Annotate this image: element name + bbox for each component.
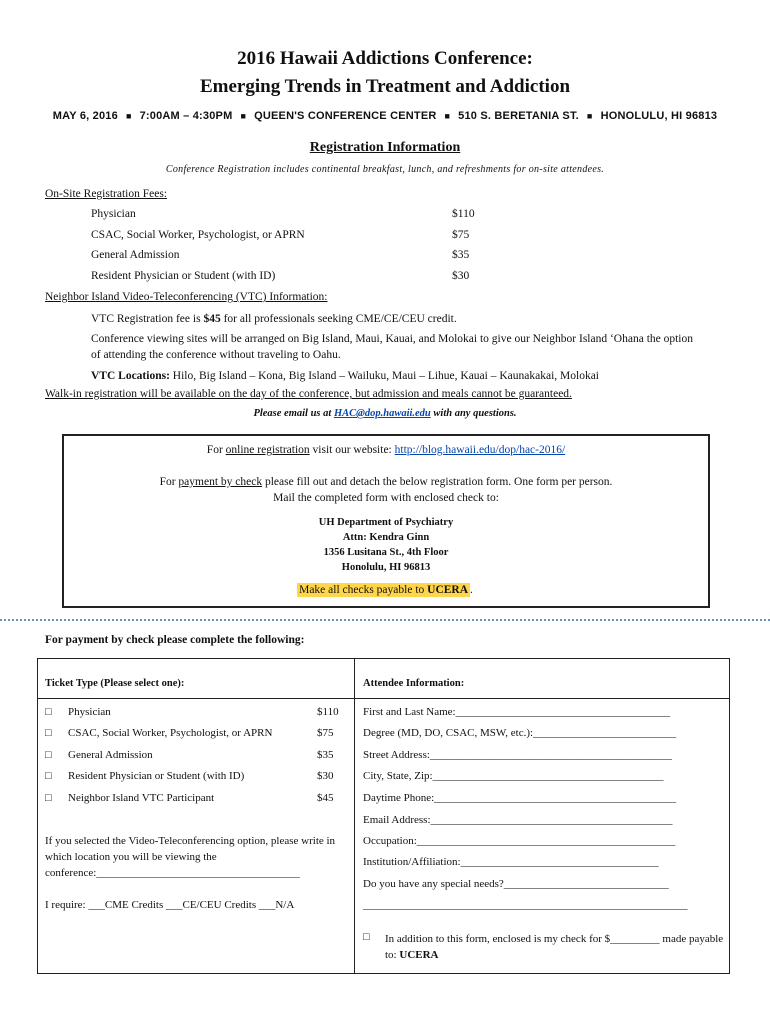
column-divider [354,658,355,974]
registration-title: Registration Information [309,140,461,155]
vtc-fee-post: for all professionals seeking CME/CE/CEU credit. [220,313,457,325]
vtc-locations [91,368,701,384]
occupation-field[interactable]: Occupation:_______________________________________________ [363,835,676,847]
ticket-price: $75 [317,727,334,739]
vtc-fee-text [91,311,701,327]
event-venue: QUEEN'S CONFERENCE CENTER [254,110,437,122]
check-payment-line [62,476,710,488]
separator-icon: ■ [125,111,132,121]
ticket-type-header: Ticket Type (Please select one): [45,678,185,689]
ticket-checkbox[interactable]: □ [45,727,52,739]
ticket-checkbox[interactable]: □ [45,749,52,761]
conference-title-line2: Emerging Trends in Treatment and Addiction [199,76,571,97]
attendee-info-header: Attendee Information: [363,678,465,689]
enclosed-check-checkbox[interactable]: □ [363,931,370,943]
ticket-name: Physician [68,706,111,718]
conference-title-line1: 2016 Hawaii Addictions Conference: [237,48,533,69]
city-state-zip-field[interactable]: City, State, Zip:__________________________________________ [363,770,664,782]
ticket-name: General Admission [68,749,153,761]
fee-name: Resident Physician or Student (with ID) [91,270,276,282]
vtc-locations-label: VTC Locations: [91,370,170,382]
header-divider [37,698,730,699]
event-time: 7:00AM – 4:30PM [139,110,233,122]
ticket-price: $30 [317,770,334,782]
fee-name: CSAC, Social Worker, Psychologist, or APRN [91,229,305,241]
vtc-locations-list: Hilo, Big Island – Kona, Big Island – Wailuku, Maui – Lihue, Kauai – Kaunakakai, Molokai [169,370,599,382]
check-pre: For [159,476,179,488]
payable-highlight [297,583,470,597]
ticket-name: Neighbor Island VTC Participant [68,792,215,804]
fee-price: $35 [452,249,470,261]
detach-line [0,619,770,621]
enclosed-payee: UCERA [399,949,439,961]
online-pre: For [206,444,226,456]
payable-post: . [470,584,473,596]
degree-field[interactable]: Degree (MD, DO, CSAC, MSW, etc.):__________________________ [363,727,677,739]
email-address-field[interactable]: Email Address:____________________________________________ [363,814,673,826]
address-line: Attn: Kendra Ginn [342,532,430,543]
vtc-fee-pre: VTC Registration fee is [91,313,204,325]
online-mid: visit our website: [309,444,395,456]
event-city: HONOLULU, HI 96813 [600,110,718,122]
check-post: please fill out and detach the below registration form. One form per person. [262,476,613,488]
address-line: Honolulu, HI 96813 [341,562,431,573]
email-line [0,408,770,419]
walkin-note: Walk-in registration will be available on the day of the conference, but admission and meals cannot be guaranteed. [45,388,572,400]
fee-price: $30 [452,270,470,282]
daytime-phone-field[interactable]: Daytime Phone:____________________________________________ [363,792,677,804]
enclosed-pre: In addition to this form, enclosed is my check for $_________ made payable to: [385,933,724,961]
registration-note: Conference Registration includes continental breakfast, lunch, and refreshments for on-site attendees. [165,164,605,175]
online-registration-line [62,444,710,456]
enclosed-check-text [385,931,725,963]
street-address-field[interactable]: Street Address:____________________________________________ [363,749,672,761]
ticket-name: Resident Physician or Student (with ID) [68,770,245,782]
ticket-checkbox[interactable]: □ [45,792,52,804]
check-label: payment by check [178,476,263,488]
email-link[interactable]: HAC@dop.hawaii.edu [333,408,431,419]
address-line: 1356 Lusitana St., 4th Floor [323,547,449,558]
mail-line: Mail the completed form with enclosed check to: [273,492,499,504]
special-needs-field-line2[interactable]: ___________________________________________________________ [363,899,688,911]
name-field[interactable]: First and Last Name:_______________________________________ [363,706,671,718]
fee-name: General Admission [91,249,180,261]
fee-name: Physician [91,208,136,220]
ticket-checkbox[interactable]: □ [45,770,52,782]
address-line: UH Department of Psychiatry [318,517,454,528]
separator-icon: ■ [240,111,247,121]
vtc-label: Neighbor Island Video-Teleconferencing (VTC) Information: [45,291,328,303]
ticket-price: $110 [317,706,339,718]
fee-price: $110 [452,208,475,220]
special-needs-field[interactable]: Do you have any special needs?______________________________ [363,878,669,890]
fee-price: $75 [452,229,470,241]
vtc-fee-amount: $45 [203,313,221,325]
email-pre: Please email us at [253,408,334,419]
event-info-line [0,110,770,122]
ticket-name: CSAC, Social Worker, Psychologist, or APRN [68,727,273,739]
vtc-sites-text: Conference viewing sites will be arranged on Big Island, Maui, Kauai, and Molokai to give our Neighbor Island ‘Ohana the option of attending the conference without traveling to Oahu. [91,333,694,361]
payable-to: UCERA [427,584,469,596]
ticket-price: $45 [317,792,334,804]
event-street: 510 S. BERETANIA ST. [458,110,579,122]
event-date: MAY 6, 2016 [52,110,118,122]
email-post: with any questions. [430,408,517,419]
ticket-checkbox[interactable]: □ [45,706,52,718]
payable-line [0,584,770,596]
ticket-price: $35 [317,749,334,761]
institution-field[interactable]: Institution/Affiliation:____________________________________ [363,856,659,868]
vtc-location-question[interactable]: If you selected the Video-Teleconferencing option, please write in which location you will be viewing the conference:_____________________________________ [45,835,336,879]
separator-icon: ■ [586,111,593,121]
separator-icon: ■ [444,111,451,121]
credits-selection[interactable]: I require: ___CME Credits ___CE/CEU Credits ___N/A [45,899,295,911]
form-heading: For payment by check please complete the following: [45,634,305,646]
fees-label: On-Site Registration Fees: [45,188,168,200]
online-registration-link[interactable]: http://blog.hawaii.edu/dop/hac-2016/ [394,444,566,456]
payable-pre: Make all checks payable to [299,584,428,596]
online-label: online registration [225,444,310,456]
